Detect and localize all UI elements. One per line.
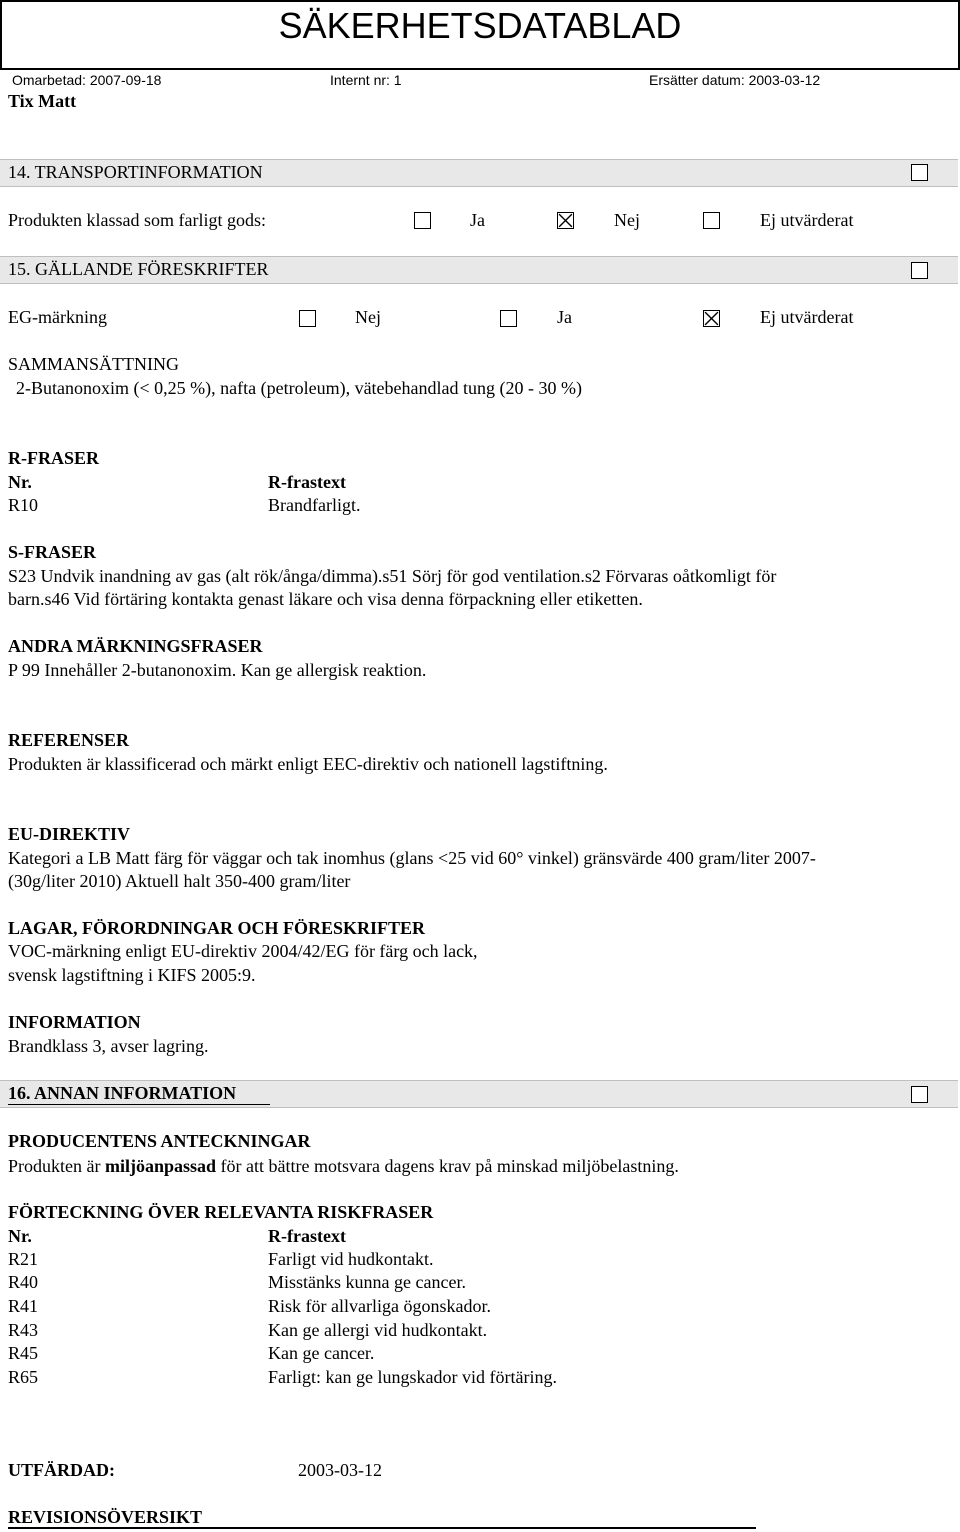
producer-notes-post: för att bättre motsvara dagens krav på minskad miljöbelastning. <box>220 1156 679 1176</box>
producer-notes-bold: miljöanpassad <box>104 1156 217 1176</box>
dangerous-goods-no-label: Nej <box>614 210 640 230</box>
risk-code: R21 <box>8 1249 39 1269</box>
document-title: SÄKERHETSDATABLAD <box>278 5 682 46</box>
information-heading: INFORMATION <box>8 1012 141 1032</box>
references-heading: REFERENSER <box>8 730 130 750</box>
risk-list-text-header: R-frastext <box>268 1226 346 1246</box>
risk-text: Kan ge allergi vid hudkontakt. <box>268 1320 488 1340</box>
r10-code: R10 <box>8 495 39 515</box>
section-14-checkbox[interactable] <box>911 164 928 181</box>
r-phrases-heading: R-FRASER <box>8 448 100 468</box>
section-16-heading: 16. ANNAN INFORMATION <box>8 1083 237 1103</box>
risk-code: R41 <box>8 1296 39 1316</box>
risk-text: Farligt vid hudkontakt. <box>268 1249 434 1269</box>
laws-line-1: VOC-märkning enligt EU-direktiv 2004/42/EG för färg och lack, <box>8 941 478 961</box>
producer-notes-heading: PRODUCENTENS ANTECKNINGAR <box>8 1131 311 1151</box>
laws-line-2: svensk lagstiftning i KIFS 2005:9. <box>8 965 256 985</box>
risk-code: R45 <box>8 1343 39 1363</box>
revised-date: Omarbetad: 2007-09-18 <box>12 72 162 88</box>
section-15-heading: 15. GÄLLANDE FÖRESKRIFTER <box>8 259 269 279</box>
dangerous-goods-not-evaluated-label: Ej utvärderat <box>760 210 854 230</box>
check-cross-icon <box>558 213 573 228</box>
references-text: Produkten är klassificerad och märkt enligt EEC-direktiv och nationell lagstiftning. <box>8 754 608 774</box>
dangerous-goods-label: Produkten klassad som farligt gods: <box>8 210 266 230</box>
eg-marking-label: EG-märkning <box>8 307 107 327</box>
risk-text: Farligt: kan ge lungskador vid förtäring. <box>268 1367 557 1387</box>
internal-number: Internt nr: 1 <box>330 72 402 88</box>
check-cross-icon <box>704 311 719 326</box>
revision-underline <box>8 1527 756 1529</box>
issued-label: UTFÄRDAD: <box>8 1460 115 1480</box>
eg-marking-yes-checkbox[interactable] <box>500 310 517 327</box>
r-phrases-text-header: R-frastext <box>268 472 346 492</box>
revision-heading: REVISIONSÖVERSIKT <box>8 1507 203 1527</box>
risk-code: R40 <box>8 1272 39 1292</box>
eg-marking-not-evaluated-checkbox[interactable] <box>703 310 720 327</box>
section-16-checkbox[interactable] <box>911 1086 928 1103</box>
issued-date: 2003-03-12 <box>298 1460 382 1480</box>
risk-code: R43 <box>8 1320 39 1340</box>
s-phrases-line-2: barn.s46 Vid förtäring kontakta genast läkare och visa denna förpackning eller etiketten. <box>8 589 643 609</box>
producer-notes-text <box>8 1155 679 1177</box>
composition-heading: SAMMANSÄTTNING <box>8 354 180 374</box>
risk-text: Risk för allvarliga ögonskador. <box>268 1296 491 1316</box>
laws-heading: LAGAR, FÖRORDNINGAR OCH FÖRESKRIFTER <box>8 918 426 938</box>
eu-directive-heading: EU-DIREKTIV <box>8 824 131 844</box>
eg-marking-no-label: Nej <box>355 307 381 327</box>
risk-code: R65 <box>8 1367 39 1387</box>
section-16-underline <box>8 1104 270 1105</box>
composition-text: 2-Butanonoxim (< 0,25 %), nafta (petroleum), vätebehandlad tung (20 - 30 %) <box>16 378 582 398</box>
risk-text: Kan ge cancer. <box>268 1343 375 1363</box>
risk-list-nr-header: Nr. <box>8 1226 32 1246</box>
r-phrases-nr-header: Nr. <box>8 472 32 492</box>
dangerous-goods-not-evaluated-checkbox[interactable] <box>703 212 720 229</box>
replaces-date: Ersätter datum: 2003-03-12 <box>649 72 821 88</box>
product-name: Tix Matt <box>8 91 77 111</box>
eg-marking-no-checkbox[interactable] <box>299 310 316 327</box>
information-text: Brandklass 3, avser lagring. <box>8 1036 209 1056</box>
eg-marking-yes-label: Ja <box>557 307 572 327</box>
other-markings-text: P 99 Innehåller 2-butanonoxim. Kan ge allergisk reaktion. <box>8 660 427 680</box>
other-markings-heading: ANDRA MÄRKNINGSFRASER <box>8 636 263 656</box>
eu-directive-line-2: (30g/liter 2010) Aktuell halt 350-400 gram/liter <box>8 871 351 891</box>
dangerous-goods-no-checkbox[interactable] <box>557 212 574 229</box>
eg-marking-not-evaluated-label: Ej utvärderat <box>760 307 854 327</box>
risk-text: Misstänks kunna ge cancer. <box>268 1272 466 1292</box>
section-14-heading: 14. TRANSPORTINFORMATION <box>8 162 263 182</box>
s-phrases-heading: S-FRASER <box>8 542 97 562</box>
dangerous-goods-yes-checkbox[interactable] <box>414 212 431 229</box>
section-15-checkbox[interactable] <box>911 262 928 279</box>
risk-phrases-list-heading: FÖRTECKNING ÖVER RELEVANTA RISKFRASER <box>8 1202 434 1222</box>
dangerous-goods-yes-label: Ja <box>470 210 485 230</box>
r10-text: Brandfarligt. <box>268 495 361 515</box>
eu-directive-line-1: Kategori a LB Matt färg för väggar och tak inomhus (glans <25 vid 60° vinkel) gränsvärde 400 gram/liter 2007- <box>8 848 816 868</box>
s-phrases-line-1: S23 Undvik inandning av gas (alt rök/ånga/dimma).s51 Sörj för god ventilation.s2 Förvaras oåtkomligt för <box>8 566 777 586</box>
producer-notes-pre: Produkten är <box>8 1156 101 1176</box>
